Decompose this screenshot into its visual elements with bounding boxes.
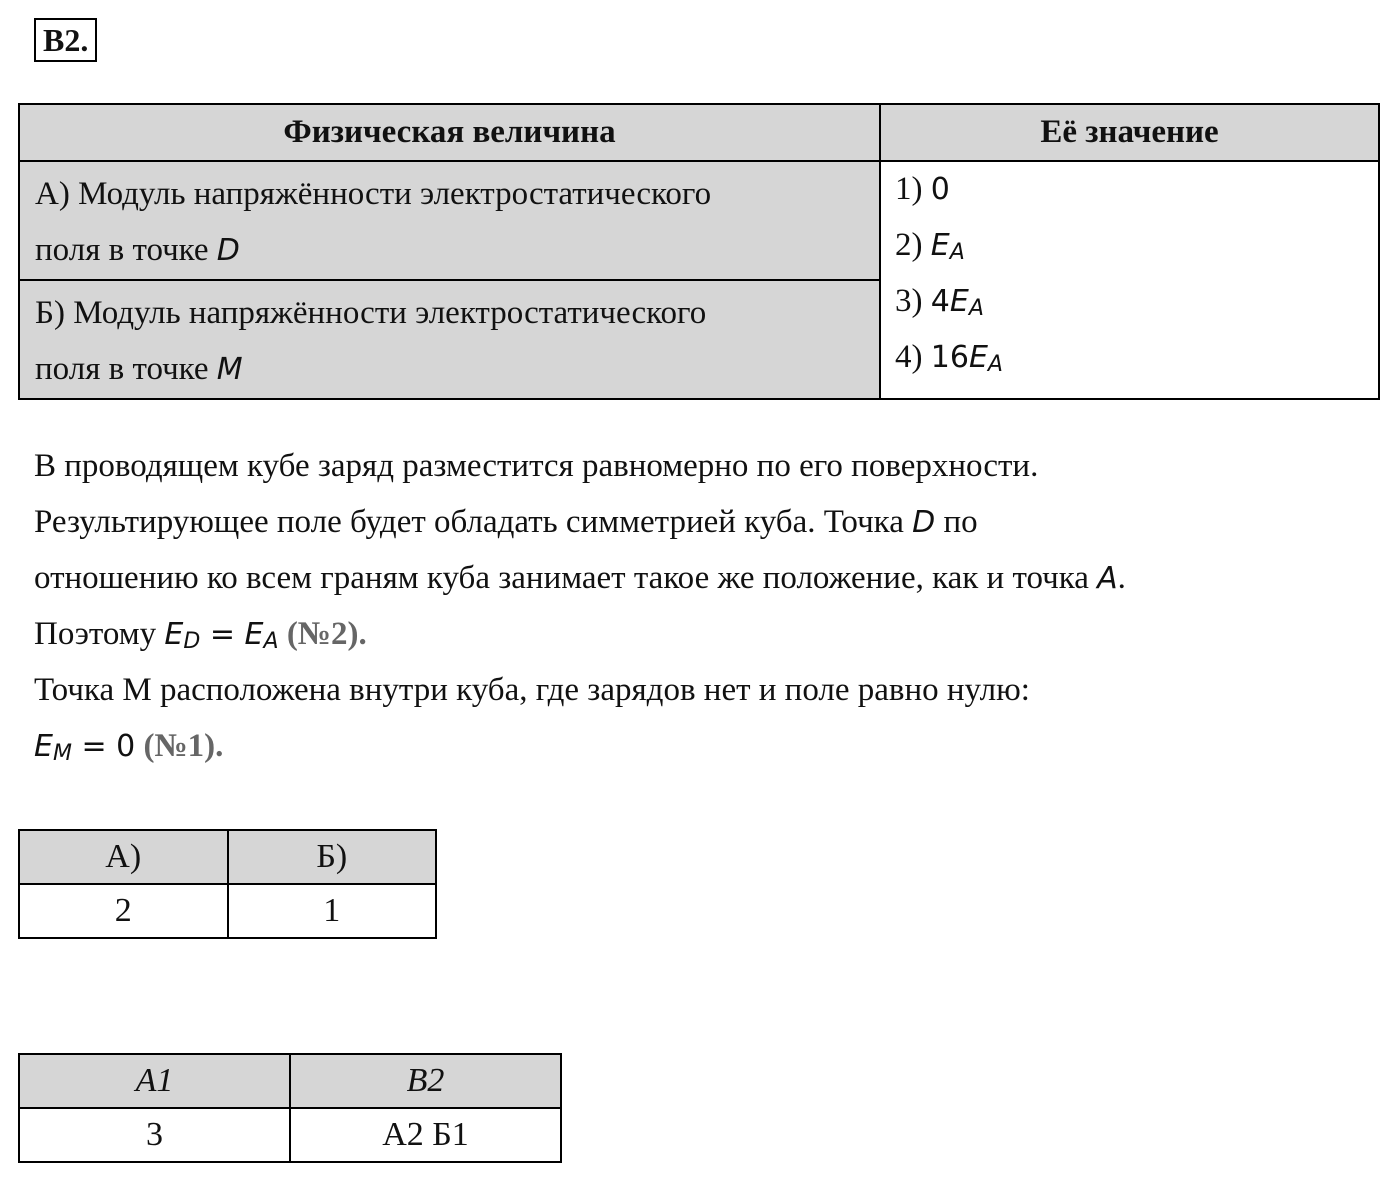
- solution-line-6: $E_M = 0$ (№1).: [34, 728, 224, 766]
- matching-table: [18, 103, 1380, 400]
- answer-table: [18, 829, 437, 939]
- row-a: [19, 161, 880, 280]
- option-4: 4) $16E_A$: [895, 339, 1003, 377]
- summary-header-a1: A1: [19, 1054, 290, 1108]
- summary-table: [18, 1053, 562, 1163]
- row-b-line2: поля в точке: [35, 351, 217, 387]
- row-a-point: D: [216, 233, 240, 268]
- row-b: [19, 280, 880, 399]
- summary-value-b2: А2 Б1: [290, 1108, 561, 1162]
- row-a-line2: поля в точке: [35, 232, 217, 268]
- options-cell: [880, 161, 1379, 399]
- row-b-line1: Б) Модуль напряжённости электростатического: [35, 295, 707, 331]
- problem-label: B2.: [34, 18, 97, 62]
- option-1: 1) 0: [895, 171, 950, 207]
- answer-value-a: 2: [19, 884, 228, 938]
- header-quantity: Физическая величина: [19, 104, 880, 161]
- summary-value-a1: 3: [19, 1108, 290, 1162]
- row-a-line1: А) Модуль напряжённости электростатического: [35, 176, 712, 212]
- solution-line-5: Точка М расположена внутри куба, где зарядов нет и поле равно нулю:: [34, 672, 1030, 708]
- answer-note-1: (№2).: [278, 616, 367, 652]
- option-3: 3) $4E_A$: [895, 283, 984, 321]
- row-b-point: M: [216, 352, 243, 387]
- answer-header-a: А): [19, 830, 228, 884]
- answer-header-b: Б): [228, 830, 437, 884]
- answer-note-2: (№1).: [135, 728, 224, 764]
- solution-text: [34, 438, 1126, 774]
- summary-header-b2: B2: [290, 1054, 561, 1108]
- answer-value-b: 1: [228, 884, 437, 938]
- option-2: 2) $E_A$: [895, 227, 965, 265]
- solution-line-4: Поэтому $E_D = E_A$ (№2).: [34, 616, 367, 654]
- header-value: Её значение: [880, 104, 1379, 161]
- solution-line-2: Результирующее поле будет обладать симметрией куба. Точка D по: [34, 504, 978, 540]
- solution-line-3: отношению ко всем граням куба занимает такое же положение, как и точка A.: [34, 560, 1126, 596]
- solution-line-1: В проводящем кубе заряд разместится равномерно по его поверхности.: [34, 448, 1039, 484]
